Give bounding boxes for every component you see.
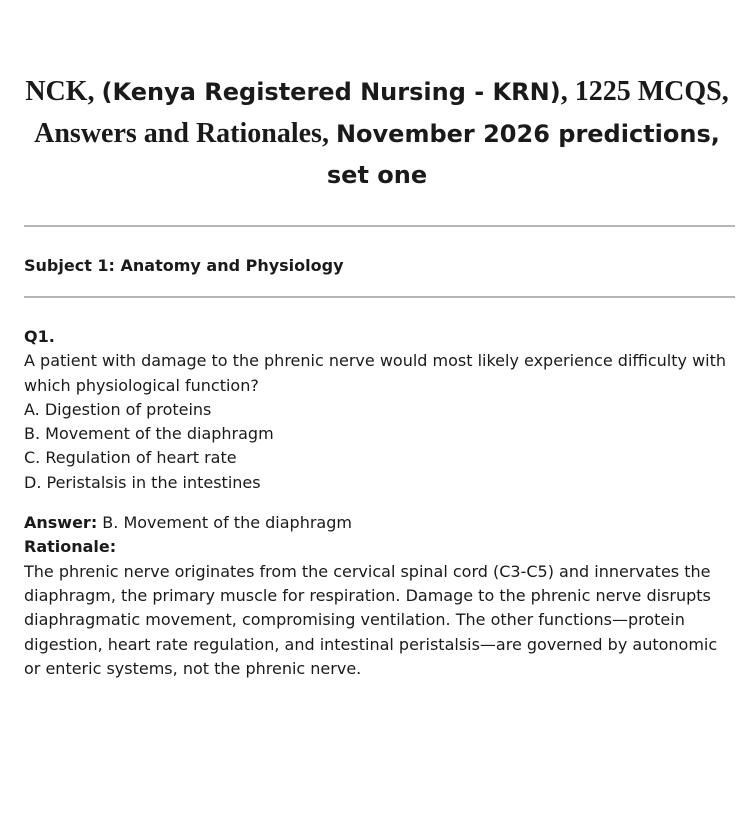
option-a: A. Digestion of proteins: [24, 399, 212, 419]
option-d: D. Peristalsis in the intestines: [24, 472, 261, 492]
title-part-1: NCK,: [25, 76, 102, 107]
divider-bottom: [24, 296, 735, 298]
title-part-3: , 1225 MCQS, Answers and Rationales,: [34, 76, 729, 149]
rationale-label: Rationale:: [24, 537, 117, 557]
option-b: B. Movement of the diaphragm: [24, 424, 274, 444]
question-block: [24, 325, 730, 681]
answer-label: Answer:: [24, 513, 98, 533]
answer-value: B. Movement of the diaphragm: [97, 513, 352, 533]
option-c: C. Regulation of heart rate: [24, 448, 237, 468]
title-part-2: (Kenya Registered Nursing - KRN): [101, 78, 561, 106]
document-title: [24, 71, 730, 196]
question-text: A patient with damage to the phrenic nerve would most likely experience difficulty with which physiological function?: [24, 351, 727, 395]
title-part-4: November 2026 predictions, set one: [326, 120, 720, 189]
subject-heading: Subject 1: Anatomy and Physiology: [24, 256, 344, 275]
divider-top: [24, 225, 735, 227]
question-label: Q1.: [24, 327, 55, 346]
rationale-text: The phrenic nerve originates from the cervical spinal cord (C3-C5) and innervates the diaphragm, the primary muscle for respiration. Damage to the phrenic nerve disrupts diaphragmatic movement, compromising ventilation. The other functions—protein digestion, heart rate regulation, and intestinal peristalsis—are governed by autonomic or enteric systems, not the phrenic nerve.: [24, 561, 718, 678]
answer-line: [24, 511, 730, 535]
